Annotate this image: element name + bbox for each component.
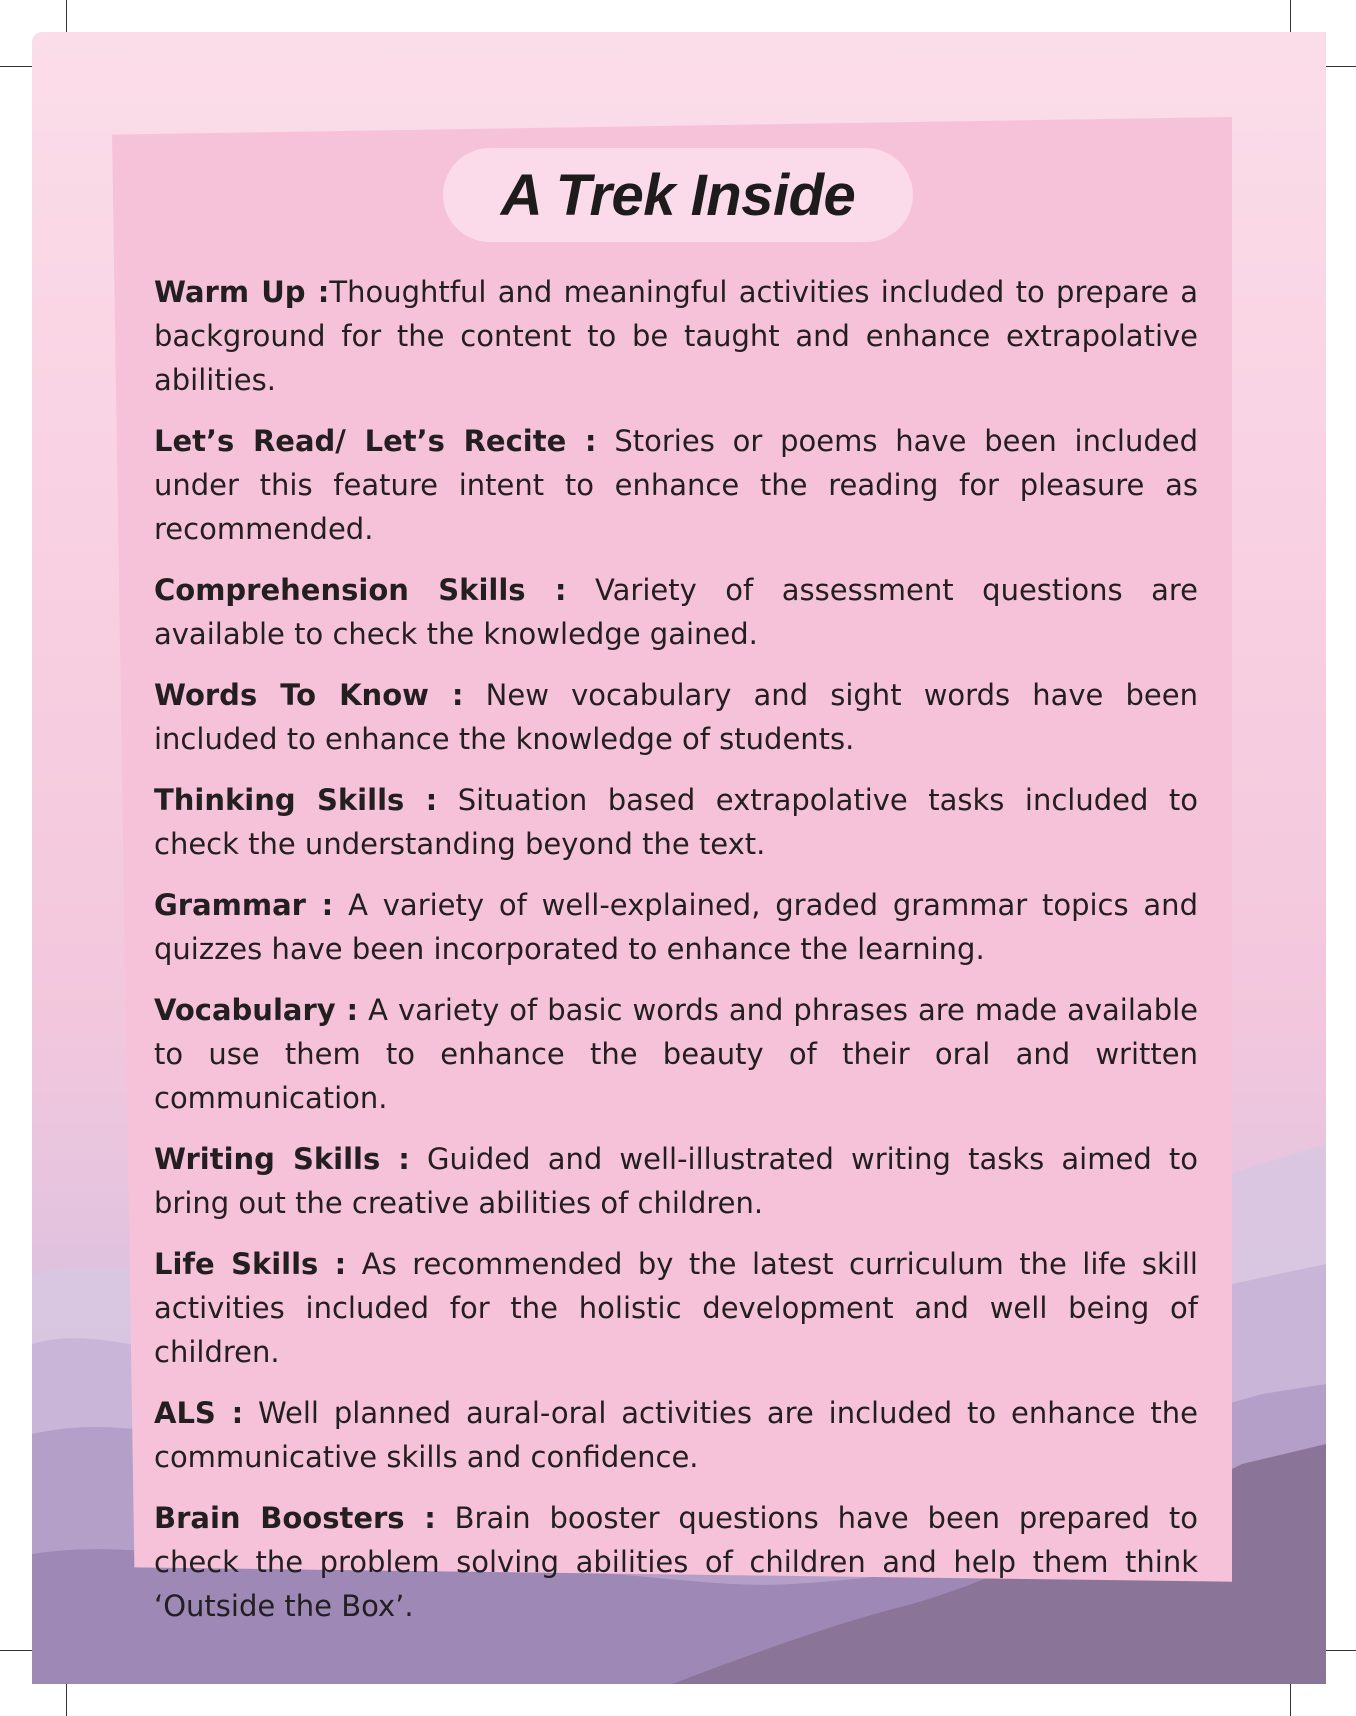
feature-term: Brain Boosters : — [154, 1501, 436, 1535]
feature-term: Words To Know : — [154, 678, 464, 712]
feature-description: New vocabulary and sight words have been included to enhance the knowledge of students. — [154, 678, 1198, 756]
feature-term: Vocabulary : — [154, 993, 359, 1027]
feature-description: Variety of assessment questions are available to check the knowledge gained. — [154, 573, 1198, 651]
feature-entry-lets-read — [154, 419, 1198, 551]
crop-mark-left-bottom — [0, 1650, 32, 1651]
crop-mark-left-top — [0, 66, 32, 67]
feature-term: Comprehension Skills : — [154, 573, 567, 607]
feature-entry-grammar — [154, 883, 1198, 971]
feature-term: Thinking Skills : — [154, 783, 438, 817]
feature-list — [154, 270, 1198, 1645]
feature-term: Let’s Read/ Let’s Recite : — [154, 424, 597, 458]
feature-term: ALS : — [154, 1396, 244, 1430]
feature-description: Guided and well-illustrated writing tasks aimed to bring out the creative abilities of children. — [154, 1142, 1198, 1220]
feature-term: Grammar : — [154, 888, 334, 922]
title-pill — [443, 148, 913, 242]
feature-entry-comprehension-skills — [154, 568, 1198, 656]
feature-term: Warm Up : — [154, 275, 330, 309]
feature-entry-life-skills — [154, 1242, 1198, 1374]
feature-entry-warm-up — [154, 270, 1198, 402]
feature-term: Life Skills : — [154, 1247, 347, 1281]
feature-entry-brain-boosters — [154, 1496, 1198, 1628]
feature-description: Brain booster questions have been prepared to check the problem solving abilities of children and help them think ‘Outside the Box’. — [154, 1501, 1198, 1623]
feature-description: Well planned aural-oral activities are included to enhance the communicative skills and confidence. — [154, 1396, 1198, 1474]
feature-entry-thinking-skills — [154, 778, 1198, 866]
feature-description: As recommended by the latest curriculum the life skill activities included for the holistic development and well being of children. — [154, 1247, 1198, 1369]
feature-entry-als — [154, 1391, 1198, 1479]
feature-description: Stories or poems have been included under this feature intent to enhance the reading for pleasure as recommended. — [154, 424, 1198, 546]
feature-description: Thoughtful and meaningful activities included to prepare a background for the content to be taught and enhance extrapolative abilities. — [154, 275, 1199, 397]
feature-description: Situation based extrapolative tasks included to check the understanding beyond the text. — [154, 783, 1198, 861]
crop-mark-bottom-right — [1290, 1684, 1291, 1716]
feature-entry-writing-skills — [154, 1137, 1198, 1225]
crop-mark-top-left — [66, 0, 67, 32]
feature-entry-vocabulary — [154, 988, 1198, 1120]
feature-entry-words-to-know — [154, 673, 1198, 761]
feature-description: A variety of basic words and phrases are made available to use them to enhance the beauty of their oral and written communication. — [154, 993, 1199, 1115]
page-title: A Trek Inside — [500, 162, 856, 228]
crop-mark-top-right — [1290, 0, 1291, 32]
crop-mark-bottom-left — [66, 1684, 67, 1716]
feature-term: Writing Skills : — [154, 1142, 410, 1176]
crop-mark-right-top — [1324, 66, 1356, 67]
feature-description: A variety of well-explained, graded grammar topics and quizzes have been incorporated to enhance the learning. — [154, 888, 1198, 966]
crop-mark-right-bottom — [1324, 1650, 1356, 1651]
